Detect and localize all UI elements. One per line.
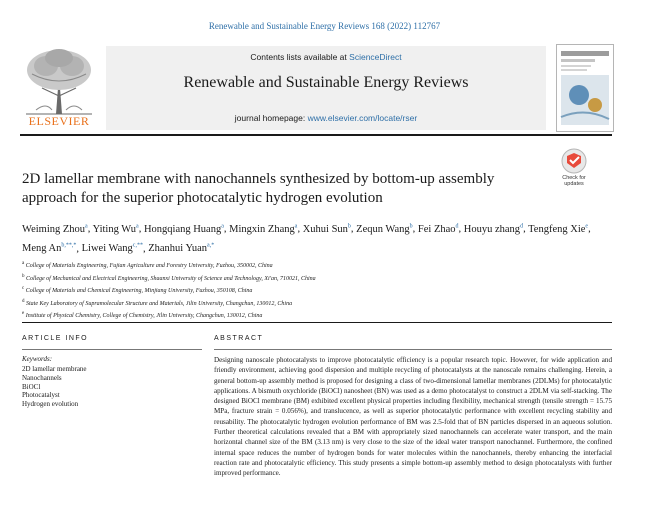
author-name-text: Weiming Zhou bbox=[22, 223, 86, 235]
check-for-updates-icon bbox=[556, 148, 592, 174]
affiliation-text: College of Materials and Chemical Engineering, Minjiang University, Fuzhou, 350108, China bbox=[24, 288, 253, 295]
author-affiliation-marker[interactable]: b bbox=[347, 223, 351, 229]
author-affiliation-marker[interactable]: a,* bbox=[207, 242, 215, 249]
author-name-text: Houyu zhang bbox=[463, 223, 521, 235]
affiliation-key: e bbox=[22, 311, 25, 317]
affiliation-text: State Key Laboratory of Supramolecular Structure and Materials, Jilin University, Changchun, 130012, China bbox=[24, 300, 293, 307]
affiliation-text: College of Materials Engineering, Fujian Agriculture and Forestry University, Fuzhou, 350002, China bbox=[24, 263, 273, 269]
elsevier-tree-icon bbox=[22, 44, 96, 116]
article-info-heading: ARTICLE INFO bbox=[22, 335, 89, 342]
author-name[interactable] bbox=[418, 224, 459, 235]
contents-line bbox=[106, 52, 546, 62]
author-name[interactable] bbox=[229, 224, 297, 235]
author-name-text: Mingxin Zhang bbox=[229, 223, 295, 235]
author-name[interactable] bbox=[93, 224, 139, 235]
abstract-rule bbox=[214, 349, 612, 350]
elsevier-wordmark: ELSEVIER bbox=[28, 114, 90, 128]
author-name[interactable] bbox=[148, 243, 214, 254]
homepage-line bbox=[106, 113, 546, 123]
affiliation-text: College of Mechanical and Electrical Engineering, Shaanxi University of Science and Technology, Xi'an, 710021, China bbox=[24, 275, 316, 282]
author-name-text: Xuhui Sun bbox=[302, 223, 348, 235]
article-info-rule bbox=[22, 349, 202, 350]
affiliation-key: c bbox=[22, 286, 25, 292]
keywords-list bbox=[22, 365, 202, 409]
journal-title: Renewable and Sustainable Energy Reviews bbox=[183, 74, 469, 91]
author-name[interactable] bbox=[82, 243, 143, 254]
journal-cover-image bbox=[557, 45, 613, 131]
author-affiliation-marker[interactable]: a bbox=[136, 223, 139, 229]
author-name[interactable] bbox=[303, 224, 351, 235]
author-name-text: Zequn Wang bbox=[356, 223, 410, 235]
author-affiliation-marker[interactable]: e bbox=[585, 223, 589, 229]
journal-info-panel bbox=[106, 46, 546, 130]
section-divider bbox=[22, 322, 612, 323]
author-name-text: Hongqiang Huang bbox=[143, 223, 222, 235]
article-title: 2D lamellar membrane with nanochannels synthesized by bottom-up assembly approach for the superior photocatalytic hydrogen evolution bbox=[22, 171, 495, 206]
author-affiliation-marker[interactable]: a bbox=[221, 223, 224, 229]
journal-masthead bbox=[20, 40, 612, 136]
abstract-body: Designing nanoscale photocatalysts to improve photocatalytic efficiency is a popular research topic. However, for wide application and friendly environment, achieving good dispersion and multiple recycling of photocatalysts at the nanoscale remains challenging. Herein, a general bottom-up assembly method is proposed for designing a class of two-dimensional lamellar membranes (2DLMs) for photocatalytic applications. A bismuth oxychloride (BiOCl) nanosheet (BN) was used as a demo photocatalyst to construct a 2DLM via self-stacking. The designed BiOCl membrane (BM) exhibited excellent physical properties including flexibility, mechanical strength (tensile strength = 15.75 MPa, fracture strain = 0.056%), and translucence, as well as superior photocatalytic performance with excellent recycling stability and reusability. The photocatalytic hydrogen evolution performance of BM was 2.5-fold that of BN particles dispersed in an aqueous solution. Further theoretical calculations revealed that a BM with appropriately sized nanochannels can accelerate water transport, and the main horizontal channel size of the BM (3.13 nm) is very close to the size of the ideal water transport nanochannel. Furthermore, the confined internal space reduces the number of hydrogen bonds for water molecules within the nanochannels, thereby enhancing the interfacial reaction rate and photocatalytic efficiency. This study presents a simple bottom-up assembly method to design photocatalysts with further improved performance. bbox=[214, 356, 612, 478]
affiliation-item bbox=[22, 272, 622, 285]
author-name-text: Meng An bbox=[22, 243, 62, 254]
journal-cover-thumbnail[interactable] bbox=[556, 44, 614, 132]
author-name-text: Zhanhui Yuan bbox=[148, 243, 208, 254]
keyword-item: Hydrogen evolution bbox=[22, 400, 79, 409]
author-name-text: Tengfeng Xie bbox=[528, 223, 586, 235]
affiliation-key: a bbox=[22, 261, 25, 266]
author-name[interactable] bbox=[464, 224, 523, 235]
contents-prefix: Contents lists available at bbox=[250, 52, 347, 62]
author-name-text: Fei Zhao bbox=[417, 223, 456, 235]
elsevier-logo[interactable] bbox=[22, 44, 96, 132]
author-list: Weiming Zhou$^a$, Yiting Wu$^a$, Hongqiang Huang$^a$, Mingxin Zhang$^a$, Xuhui Sun$^b$, Zequn Wang$^b$, Fei Zhao$^d$, Houyu zhang$^d$, Tengfeng Xie$^e$, Meng $An^{b,**,*}$, Liwei Wang$^{c,**}$, Zhanhui Yuan$^{a,*}$ bbox=[22, 223, 591, 254]
affiliation-text: Institute of Physical Chemistry, College of Chemistry, Jilin University, Changchun, 130012, China bbox=[24, 313, 263, 320]
author-affiliation-marker[interactable]: a bbox=[85, 223, 88, 229]
keywords-label: Keywords: bbox=[22, 355, 53, 363]
affiliation-item bbox=[22, 259, 622, 272]
author-name[interactable] bbox=[144, 224, 224, 235]
check-for-updates-button[interactable] bbox=[556, 148, 592, 192]
author-name-text: Liwei Wang bbox=[81, 243, 133, 254]
affiliation-key: b bbox=[22, 273, 25, 279]
check-for-updates-label: Check for updates bbox=[562, 175, 586, 187]
sciencedirect-link[interactable]: ScienceDirect bbox=[349, 52, 402, 62]
author-affiliation-marker[interactable]: c,** bbox=[132, 242, 143, 249]
keyword-item: Nanochannels bbox=[22, 373, 62, 382]
author-affiliation-marker[interactable]: d bbox=[455, 223, 459, 229]
affiliation-item bbox=[22, 297, 622, 310]
author-name[interactable] bbox=[528, 224, 588, 235]
abstract-heading: ABSTRACT bbox=[214, 335, 264, 342]
keyword-item: Photocatalyst bbox=[22, 391, 60, 400]
affiliation-item bbox=[22, 284, 622, 297]
journal-reference[interactable]: Renewable and Sustainable Energy Reviews 168 (2022) 112767 bbox=[208, 21, 441, 31]
author-name-text: Yiting Wu bbox=[92, 223, 137, 235]
author-name[interactable] bbox=[22, 243, 76, 254]
homepage-link[interactable]: www.elsevier.com/locate/rser bbox=[307, 113, 418, 123]
author-affiliation-marker[interactable]: b bbox=[409, 223, 413, 229]
homepage-prefix: journal homepage: bbox=[234, 113, 306, 123]
affiliation-item bbox=[22, 309, 622, 322]
affiliation-list bbox=[22, 259, 622, 322]
keyword-item: BiOCl bbox=[22, 382, 41, 391]
affiliation-key: d bbox=[22, 298, 25, 304]
author-name[interactable] bbox=[22, 224, 88, 235]
author-name[interactable] bbox=[356, 224, 413, 235]
keyword-item: 2D lamellar membrane bbox=[22, 365, 87, 373]
author-affiliation-marker[interactable]: a bbox=[294, 223, 298, 229]
author-affiliation-marker[interactable]: d bbox=[520, 223, 524, 229]
author-affiliation-marker[interactable]: b,**,* bbox=[61, 242, 77, 249]
